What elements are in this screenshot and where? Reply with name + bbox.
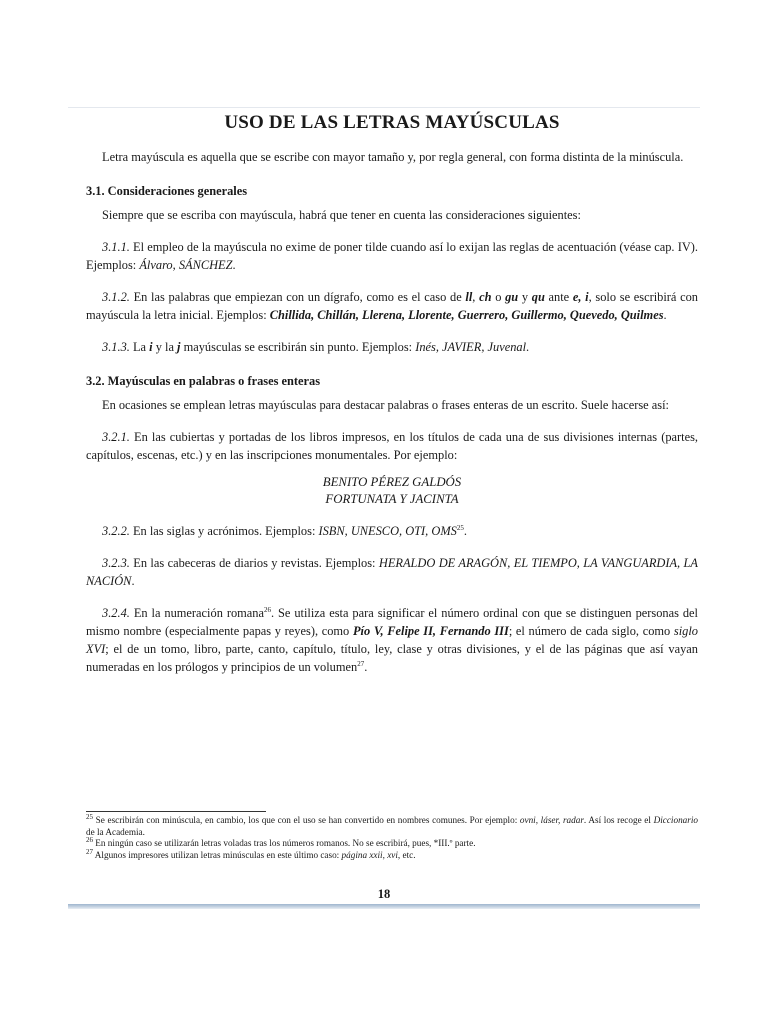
footnote-text: Se escribirán con minúscula, en cambio, los que con el uso se han convertido en nombres comunes. Por ejemplo: <box>93 815 520 825</box>
rule-text: En las cabeceras de diarios y revistas. Ejemplos: <box>129 556 379 570</box>
rule-examples: Álvaro, SÁNCHEZ <box>139 258 233 272</box>
digraph: qu <box>531 290 545 304</box>
rule-end: . <box>131 574 135 588</box>
footnote-text: de la Academia. <box>86 826 145 837</box>
rule-text: En las siglas y acrónimos. Ejemplos: <box>129 524 319 538</box>
rule-examples: Inés, JAVIER, Juvenal <box>415 340 527 354</box>
digraph: ll <box>465 290 473 304</box>
footnote-text: Algunos impresores utilizan letras minúsculas en este último caso: <box>93 849 342 860</box>
rule-number: 3.2.3. <box>102 556 130 570</box>
intro-paragraph: Letra mayúscula es aquella que se escribe con mayor tamaño y, por regla general, con forma distinta de la minúscula. <box>102 150 684 164</box>
rule-examples: Pío V, Felipe II, Fernando III <box>352 624 509 638</box>
rule-3-1-3 <box>86 338 698 356</box>
footnote-mark: 27 <box>86 847 93 856</box>
footnote-ref[interactable]: 27 <box>357 659 365 668</box>
rule-number: 3.2.2. <box>102 524 130 538</box>
rule-text: ; el de un tomo, libro, parte, canto, capítulo, título, ley, clase y otras divisiones, y el de las páginas que así vayan numeradas en los prólogos y principios de un volumen <box>86 642 698 674</box>
page-title: USO DE LAS LETRAS MAYÚSCULAS <box>224 112 560 133</box>
footnotes <box>86 812 698 861</box>
footnote-separator <box>86 811 266 812</box>
rule-end: . <box>663 308 667 322</box>
rule-end: . <box>463 524 467 538</box>
section-lead-3-1: Siempre que se escriba con mayúscula, habrá que tener en cuenta las consideraciones siguientes: <box>102 208 581 222</box>
rule-text: , solo se escribirá con mayúscula la letra inicial. Ejemplos: <box>86 290 698 322</box>
rule-end: . <box>232 258 236 272</box>
letter-j: j <box>177 340 181 354</box>
rule-examples: siglo XVI <box>86 624 699 656</box>
footnote-mark: 25 <box>86 812 93 821</box>
page-body <box>86 108 698 676</box>
rule-examples: HERALDO DE ARAGÓN, EL TIEMPO, LA VANGUARDIA, LA NACIÓN <box>86 556 699 588</box>
rule-3-1-2 <box>86 288 698 324</box>
rule-text: En las palabras que empiezan con un dígrafo, como es el caso de <box>129 290 466 304</box>
footnote-examples: Diccionario <box>653 815 698 825</box>
footnote-text: . Así los recoge el <box>583 815 654 825</box>
digraph: e, i <box>572 290 589 304</box>
digraph: ch <box>479 290 492 304</box>
rule-text: En las cubiertas y portadas de los libros impresos, en los títulos de cada una de sus divisiones internas (partes, capítulos, escenas, etc.) y en las inscripciones monumentales. Por ejemplo: <box>86 430 698 462</box>
rule-text: . Se utiliza esta para significar el número ordinal con que se distinguen personas del mismo nombre (especialmente papas y reyes), como <box>86 606 698 638</box>
section-lead-3-2: En ocasiones se emplean letras mayúsculas para destacar palabras o frases enteras de un escrito. Suele hacerse así: <box>102 398 669 412</box>
rule-end: . <box>364 660 368 674</box>
rule-number: 3.1.3. <box>102 340 130 354</box>
rule-number: 3.2.4. <box>102 606 130 620</box>
example-line-author: BENITO PÉREZ GALDÓS <box>322 475 462 489</box>
rule-number: 3.2.1. <box>102 430 130 444</box>
rule-3-1-1 <box>86 238 698 274</box>
rule-text: mayúsculas se escribirán sin punto. Ejemplos: <box>180 340 416 354</box>
bottom-decorative-bar <box>68 904 700 909</box>
example-line-title: FORTUNATA Y JACINTA <box>325 492 459 506</box>
rule-number: 3.1.2. <box>102 290 130 304</box>
footnote-ref[interactable]: 26 <box>263 605 271 614</box>
rule-number: 3.1.1. <box>102 240 130 254</box>
rule-3-2-3 <box>86 554 698 590</box>
footnote-examples: página xxii, xvi <box>341 849 398 860</box>
section-heading-3-2: 3.2. Mayúsculas en palabras o frases enteras <box>86 374 321 388</box>
page-number: 18 <box>377 887 391 901</box>
rule-text: ; el número de cada siglo, como <box>508 624 674 638</box>
digraph: gu <box>505 290 519 304</box>
rule-3-2-2 <box>86 522 698 540</box>
rule-text: , <box>472 290 480 304</box>
footnote-26 <box>86 835 698 850</box>
rule-3-2-1 <box>86 428 698 464</box>
example-block <box>86 474 698 508</box>
rule-text: En la numeración romana <box>129 606 264 620</box>
footnote-25 <box>86 812 698 838</box>
footnote-examples: ovni, láser, radar <box>519 815 584 825</box>
section-heading-3-1: 3.1. Consideraciones generales <box>86 184 248 198</box>
rule-text: y <box>518 290 532 304</box>
rule-text: La <box>129 340 150 354</box>
rule-3-2-4 <box>86 604 698 676</box>
footnote-27 <box>86 847 698 862</box>
rule-examples: Chillida, Chillán, Llerena, Llorente, Guerrero, Guillermo, Quevedo, Quilmes <box>269 308 664 322</box>
rule-text: o <box>491 290 506 304</box>
footnote-text: En ningún caso se utilizarán letras voladas tras los números romanos. No se escribirá, pues, *III.º parte. <box>93 838 476 848</box>
footnote-mark: 26 <box>86 835 93 844</box>
rule-text: ante <box>544 290 573 304</box>
letter-i: i <box>149 340 153 354</box>
rule-text: El empleo de la mayúscula no exime de poner tilde cuando así lo exijan las reglas de acentuación (véase cap. IV). Ejemplos: <box>86 240 698 272</box>
rule-examples: ISBN, UNESCO, OTI, OMS <box>318 524 457 538</box>
footnote-text: , etc. <box>397 849 416 860</box>
footnote-ref[interactable]: 25 <box>456 523 464 532</box>
rule-text: y la <box>152 340 178 354</box>
rule-end: . <box>526 340 530 354</box>
